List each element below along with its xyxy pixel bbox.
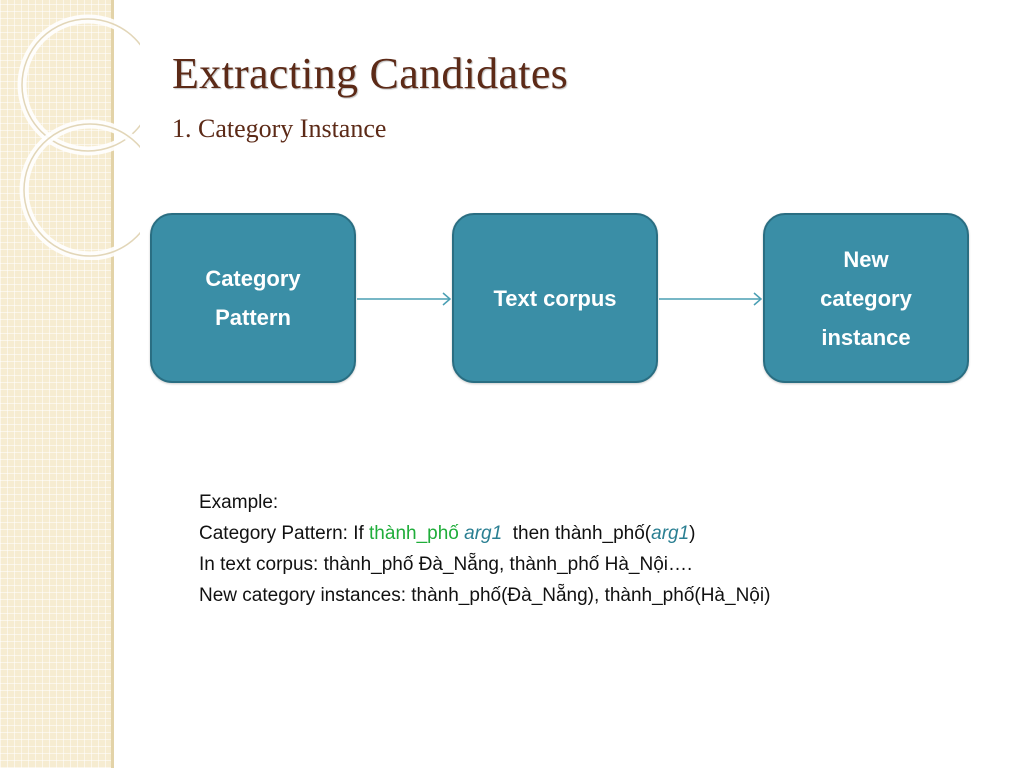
pattern-arg-result: arg1 <box>651 523 690 544</box>
example-pattern-line <box>199 518 770 549</box>
example-heading: Example: <box>199 492 279 513</box>
new-instance-label-line2: category <box>820 285 912 311</box>
new-category-instance-box <box>763 213 969 383</box>
slide-title: Extracting Candidates <box>172 49 569 98</box>
category-pattern-label-line2: Pattern <box>215 305 291 330</box>
category-pattern-label-line1: Category <box>205 266 301 291</box>
new-instance-label-line3: instance <box>821 324 911 350</box>
text-corpus-box <box>452 213 658 383</box>
pattern-close: ) <box>689 523 696 544</box>
category-pattern-box <box>150 213 356 383</box>
pattern-prefix: Category Pattern: If <box>199 523 370 544</box>
pattern-arg: arg1 <box>464 523 503 544</box>
slide-subtitle: 1. Category Instance <box>172 114 387 143</box>
pattern-term: thành_phố <box>369 523 459 544</box>
text-corpus-label: Text corpus <box>493 285 617 311</box>
example-instances-line: New category instances: thành_phố(Đà_Nẵng), thành_phố(Hà_Nội) <box>199 585 771 606</box>
example-corpus-line: In text corpus: thành_phố Đà_Nẵng, thành_phố Hà_Nội…. <box>199 554 693 575</box>
example-block <box>199 487 770 611</box>
new-instance-label-line1: New <box>843 246 889 272</box>
pattern-then: then thành_phố( <box>512 523 652 544</box>
